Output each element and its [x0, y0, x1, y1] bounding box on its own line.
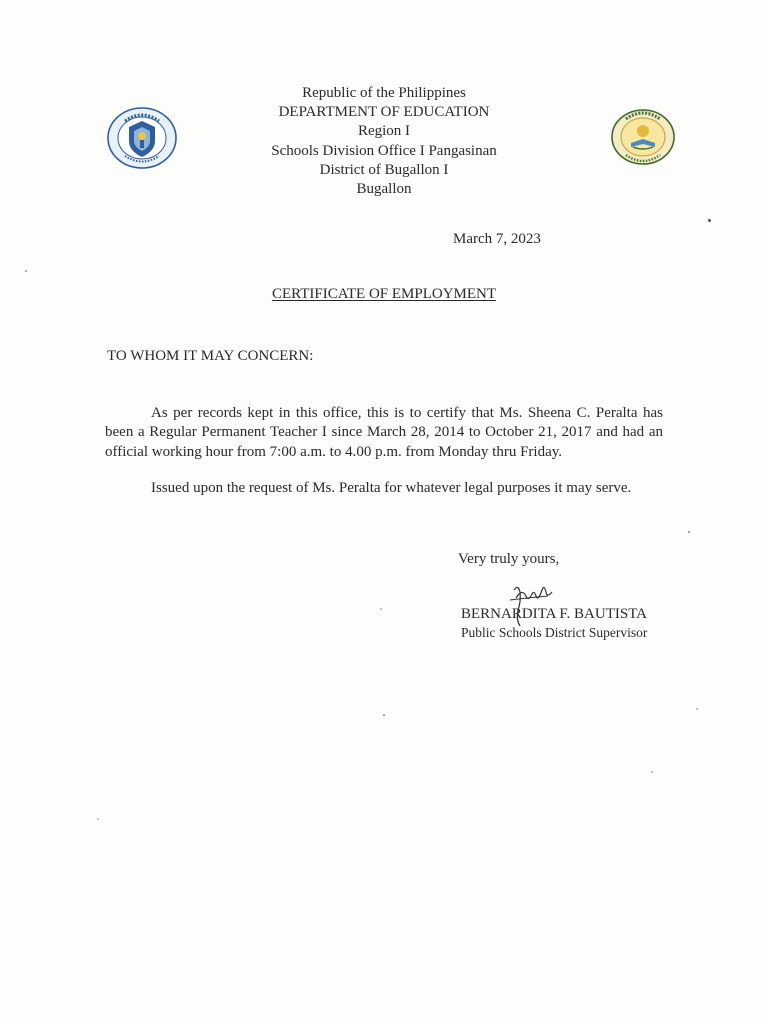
document-title: CERTIFICATE OF EMPLOYMENT: [271, 286, 497, 302]
division-office-seal-icon: [611, 109, 675, 165]
scan-speck: [708, 219, 711, 222]
scan-speck: [25, 270, 27, 272]
closing: Very truly yours,: [458, 551, 560, 567]
signatory-name: BERNARDITA F. BAUTISTA: [461, 606, 647, 622]
salutation: TO WHOM IT MAY CONCERN:: [107, 348, 314, 364]
deped-seal-icon: [107, 107, 177, 169]
letterhead-division: Schools Division Office I Pangasinan: [271, 142, 497, 159]
scan-speck: [380, 608, 382, 610]
scan-speck: [651, 771, 653, 773]
scan-speck: [383, 714, 385, 716]
scan-speck: [688, 531, 690, 533]
letterhead-department: DEPARTMENT OF EDUCATION: [278, 104, 490, 121]
issued-paragraph: Issued upon the request of Ms. Peralta for whatever legal purposes it may serve.: [151, 480, 632, 496]
letterhead-republic: Republic of the Philippines: [302, 85, 466, 101]
signatory-position: Public Schools District Supervisor: [461, 625, 648, 640]
body-paragraph: As per records kept in this office, this is to certify that Ms. Sheena C. Peralta has been a Regular Permanent Teacher I since March 28, 2014 to October 21, 2017 and had an official working hour from 7:00 a.m. to 4.00 p.m. from Monday thru Friday.: [105, 405, 663, 460]
letterhead: [184, 84, 584, 199]
scan-speck: [696, 708, 698, 710]
letterhead-municipality: Bugallon: [356, 181, 412, 198]
scan-speck: [97, 818, 99, 820]
letterhead-district: District of Bugallon I: [319, 161, 449, 178]
letterhead-region: Region I: [357, 123, 411, 140]
letter-date: March 7, 2023: [453, 231, 541, 247]
